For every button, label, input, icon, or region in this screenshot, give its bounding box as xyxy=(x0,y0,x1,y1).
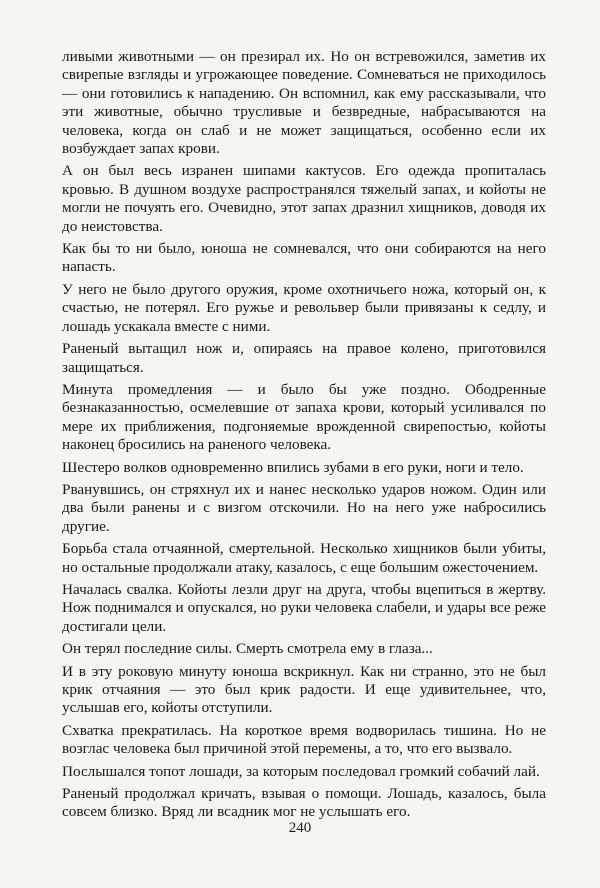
paragraph: А он был весь изранен шипами кактусов. Его одежда пропиталась кровью. В душном воздухе распространялся тяжелый запах, и койоты не могли не почуять его. Очевидно, этот запах дразнил хищников, доводя их до неистовства. xyxy=(62,162,546,235)
paragraph: Шестеро волков одновременно впились зубами в его руки, ноги и тело. xyxy=(62,458,524,476)
paragraph: Раненый вытащил нож и, опираясь на правое колено, приготовился защищаться. xyxy=(62,340,546,376)
body-text xyxy=(62,48,546,826)
page-number: 240 xyxy=(288,820,312,836)
paragraph: Минута промедления — и было бы уже поздно. Ободренные безнаказанностью, осмелевшие от запаха крови, который усиливался по мере их приближения, подгоняемые врожденной свирепостью, койоты наконец бросились на раненого человека. xyxy=(62,380,546,454)
paragraph: Началась свалка. Койоты лезли друг на друга, чтобы вцепиться в жертву. Нож поднимался и опускался, но руки человека слабели, и удары все реже достигали цели. xyxy=(62,580,546,635)
paragraph: И в эту роковую минуту юноша вскрикнул. Как ни странно, это не был крик отчаяния — это был крик радости. И еще удивительнее, что, услышав его, койоты отступили. xyxy=(62,662,546,717)
paragraph: Борьба стала отчаянной, смертельной. Несколько хищников были убиты, но остальные продолжали атаку, казалось, с еще большим ожесточением. xyxy=(62,540,546,576)
paragraph: Рванувшись, он стряхнул их и нанес несколько ударов ножом. Один или два были ранены и с визгом отскочили. Но на него уже набросились другие. xyxy=(62,480,546,535)
paragraph: Раненый продолжал кричать, взывая о помощи. Лошадь, казалось, была совсем близко. Вряд ли всадник мог не услышать его. xyxy=(62,785,546,821)
paragraph: ливыми животными — он презирал их. Но он встревожился, заметив их свирепые взгляды и угрожающее поведение. Сомневаться не приходилось — они готовились к нападению. Он вспомнил, как ему рассказывали, что эти животные, обычно трусливые и безвредные, набрасываются на человека, когда он слаб и не может защищаться, особенно если их возбуждает запах крови. xyxy=(62,48,546,158)
paragraph: Послышался топот лошади, за которым последовал громкий собачий лай. xyxy=(62,762,540,780)
paragraph: Он терял последние силы. Смерть смотрела ему в глаза... xyxy=(62,640,433,658)
paragraph: У него не было другого оружия, кроме охотничьего ножа, который он, к счастью, не потерял. Его ружье и револьвер были привязаны к седлу, и лошадь ускакала вместе с ними. xyxy=(62,280,546,335)
paragraph: Схватка прекратилась. На короткое время водворилась тишина. Но не возглас человека был причиной этой перемены, а то, что его вызвало. xyxy=(62,721,546,758)
paragraph: Как бы то ни было, юноша не сомневался, что они собираются на него напасть. xyxy=(62,240,546,276)
